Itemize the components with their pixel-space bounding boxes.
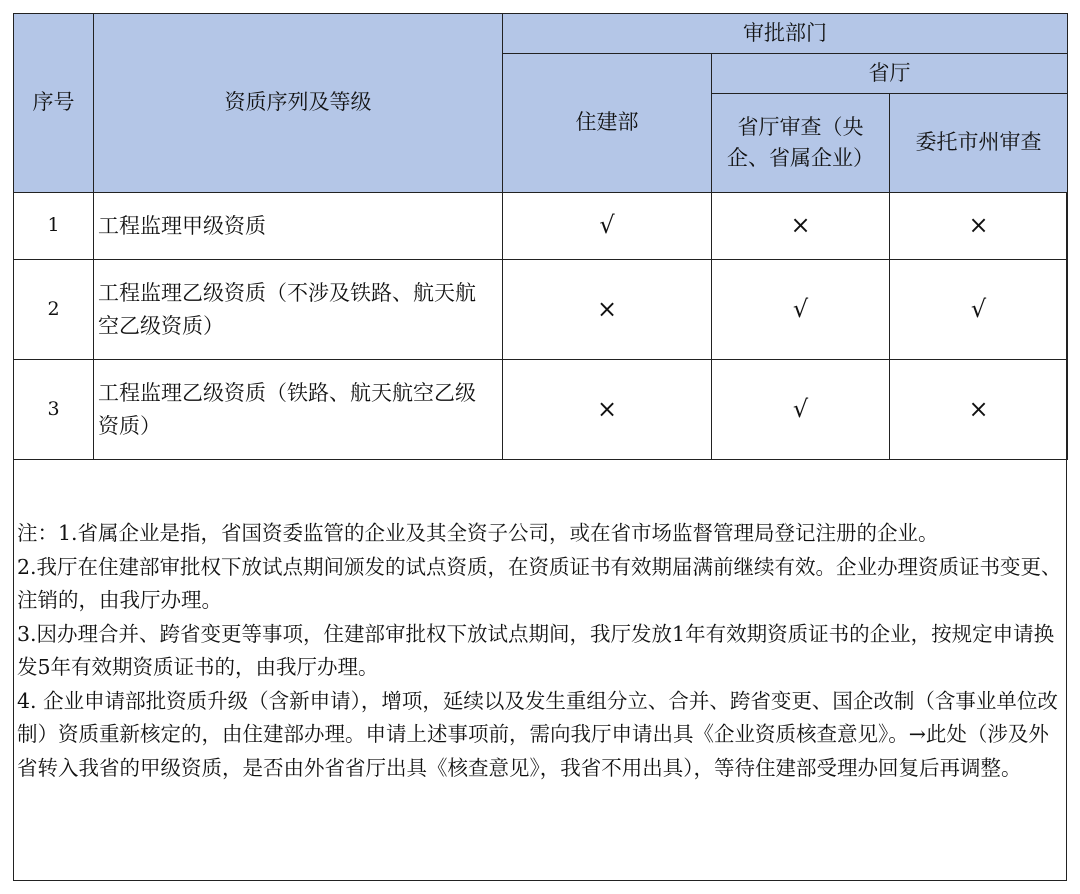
row-ministry-mark: × xyxy=(503,260,712,360)
row-ministry-mark: √ xyxy=(503,193,712,260)
note-1: 注：1.省属企业是指，省国资委监管的企业及其全资子公司，或在省市场监督管理局登记注册的企业。 xyxy=(17,521,939,545)
row-qualification: 工程监理乙级资质（不涉及铁路、航天航空乙级资质） xyxy=(94,260,503,360)
table-row xyxy=(14,260,1068,360)
row-seq: 3 xyxy=(14,360,94,460)
row-province-review-mark: √ xyxy=(712,360,890,460)
row-seq: 1 xyxy=(14,193,94,260)
header-delegated-review: 委托市州审查 xyxy=(890,94,1068,193)
row-delegated-review-mark: × xyxy=(890,193,1068,260)
row-province-review-mark: √ xyxy=(712,260,890,360)
header-ministry: 住建部 xyxy=(503,54,712,193)
table-row xyxy=(14,360,1068,460)
row-ministry-mark: × xyxy=(503,360,712,460)
notes-section xyxy=(17,517,1063,785)
note-4: 4. 企业申请部批资质升级（含新申请），增项，延续以及发生重组分立、合并、跨省变更、国企改制（含事业单位改制）资质重新核定的，由住建部办理。申请上述事项前，需向我厅申请出具《企业资质核查意见》。→此处（涉及外省转入我省的甲级资质，是否由外省省厅出具《核查意见》，我省不用出具），等待住建部受理办回复后再调整。 xyxy=(17,688,1058,780)
approval-table xyxy=(13,13,1068,460)
header-qualification: 资质序列及等级 xyxy=(94,14,503,193)
table-row xyxy=(14,193,1068,260)
note-2: 2.我厅在住建部审批权下放试点期间颁发的试点资质，在资质证书有效期届满前继续有效。企业办理资质证书变更、注销的，由我厅办理。 xyxy=(17,554,1062,612)
header-province: 省厅 xyxy=(712,54,1068,94)
row-delegated-review-mark: × xyxy=(890,360,1068,460)
row-seq: 2 xyxy=(14,260,94,360)
header-province-review: 省厅审查（央企、省属企业） xyxy=(712,94,890,193)
row-qualification: 工程监理乙级资质（铁路、航天航空乙级资质） xyxy=(94,360,503,460)
note-3: 3.因办理合并、跨省变更等事项，住建部审批权下放试点期间，我厅发放1年有效期资质证书的企业，按规定申请换发5年有效期资质证书的，由我厅办理。 xyxy=(17,621,1055,679)
row-province-review-mark: × xyxy=(712,193,890,260)
row-delegated-review-mark: √ xyxy=(890,260,1068,360)
header-seq: 序号 xyxy=(14,14,94,193)
row-qualification: 工程监理甲级资质 xyxy=(94,193,503,260)
header-approval-dept: 审批部门 xyxy=(503,14,1068,54)
